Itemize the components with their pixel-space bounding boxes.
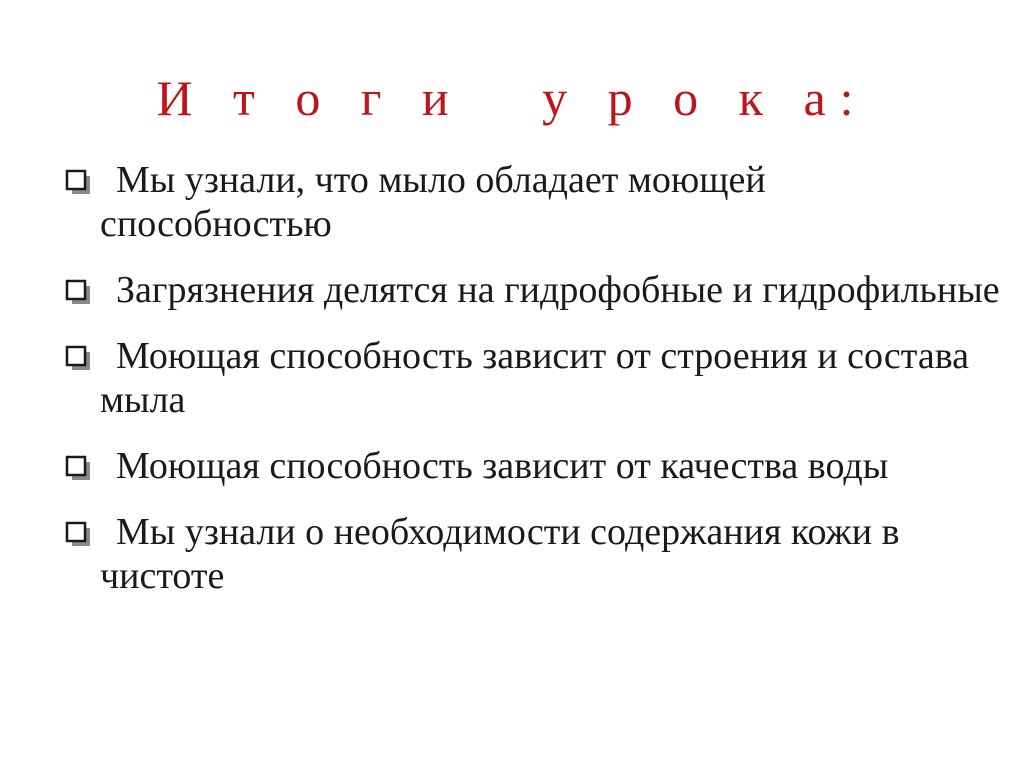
list-item-text: Загрязнения делятся на гидрофобные и гидрофильные (116, 269, 1000, 311)
list-item (62, 158, 1002, 246)
list-item (62, 334, 1002, 422)
checkbox-square-icon (64, 344, 92, 372)
checkbox-square-icon (64, 278, 92, 306)
slide-title: И т о г и у р о к а: (156, 70, 868, 126)
checkbox-square-icon (64, 168, 92, 196)
checkbox-square-icon (64, 520, 92, 548)
list-item-text: Моющая способность зависит от строения и состава мыла (100, 335, 970, 421)
checkbox-square-icon (64, 454, 92, 482)
list-item-text: Мы узнали о необходимости содержания кожи в чистоте (100, 511, 900, 597)
list-item (62, 444, 1002, 488)
list-item-text: Мы узнали, что мыло обладает моющей способностью (100, 159, 766, 245)
summary-list (62, 158, 1002, 620)
list-item (62, 510, 1002, 598)
list-item-text: Моющая способность зависит от качества воды (116, 445, 889, 487)
list-item (62, 268, 1002, 312)
